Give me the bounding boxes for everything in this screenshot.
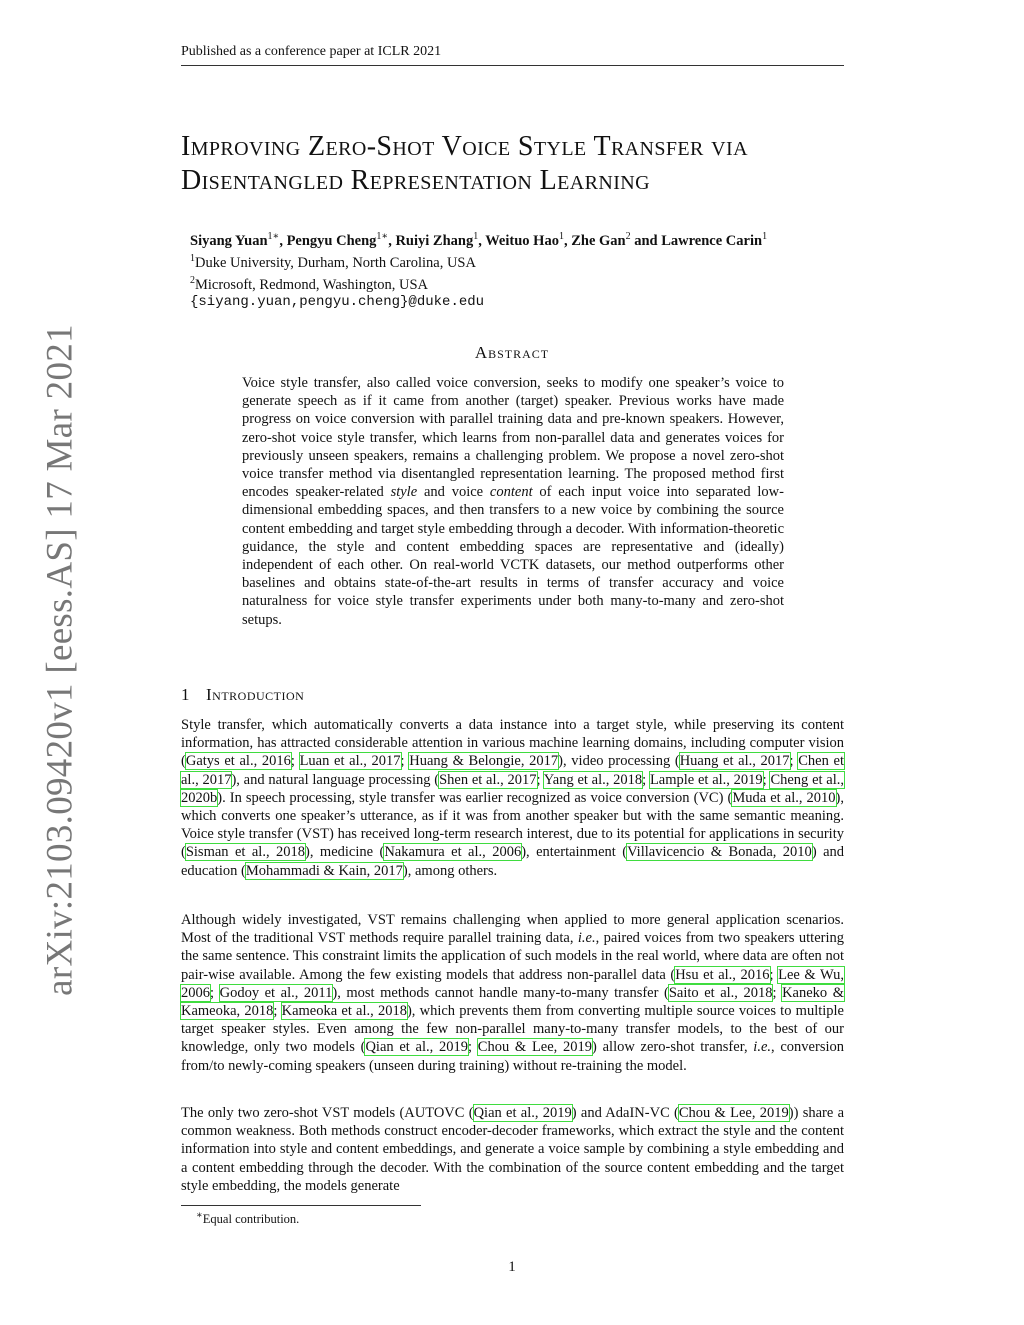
arxiv-sidebar-stamp: arXiv:2103.09420v1 [eess.AS] 17 Mar 2021 bbox=[39, 324, 81, 996]
body-text: ; bbox=[789, 753, 799, 770]
body-text: Although widely investigated, VST remains challenging when applied to more general application scenarios. Most of the traditional VST methods require parallel training data, bbox=[181, 912, 844, 947]
citation-link[interactable]: Lample et al., 2019 bbox=[649, 771, 763, 788]
header-rule bbox=[181, 65, 844, 66]
body-text: ), and natural language processing ( bbox=[231, 771, 440, 788]
body-text: ), which converts one speaker’s utterance, as if it was from another speaker but with the same semantic meaning. Voice style transfer (VST) has received long-term research interest, due to its potential for applications in security ( bbox=[181, 789, 845, 861]
italic-text: i.e. bbox=[577, 930, 596, 947]
title-line-1: Improving Zero-Shot Voice Style Transfer via bbox=[181, 131, 748, 162]
citation-link[interactable]: Qian et al., 2019 bbox=[473, 1105, 572, 1121]
italic-text: i.e. bbox=[753, 1039, 772, 1056]
citation-link[interactable]: Cheng et al., 2020b bbox=[181, 771, 844, 806]
body-text: , paired voices from two speakers uttering the same sentence. This constraint limits the application of such models in the real world, where data are often not pair-wise available. Among the few existing models that address non-parallel data ( bbox=[181, 930, 845, 983]
citation-link[interactable]: Kameoka et al., 2018 bbox=[281, 1003, 407, 1020]
paper-title bbox=[181, 130, 861, 198]
body-text: ), most methods cannot handle many-to-many transfer ( bbox=[332, 984, 669, 1001]
body-text: ; bbox=[762, 771, 771, 788]
body-text: ), among others. bbox=[402, 862, 498, 879]
author-block bbox=[190, 228, 767, 311]
citation-link[interactable]: Chou & Lee, 2019 bbox=[477, 1039, 593, 1056]
author-names: Siyang Yuan$^{1∗}$, Pengyu Cheng$^{1∗}$, Ruiyi Zhang$^1$, Weituo Hao$^1$, Zhe Gan$^2$ and Lawrence Carin$^1$ bbox=[190, 231, 768, 249]
citation-link[interactable]: Muda et al., 2010 bbox=[732, 789, 836, 806]
body-text: )) share a common weakness. Both methods construct encoder-decoder frameworks, which extract the style and the content information into style and content embeddings, and generate a voice sample by combining a style embedding and a content embedding through the decoder. With the combination of the source content embedding and the target style embedding, the models generate bbox=[181, 1105, 845, 1194]
body-text: ) allow zero-shot transfer, bbox=[592, 1039, 754, 1056]
body-text: ). In speech processing, style transfer was earlier recognized as voice conversion (VC) ( bbox=[217, 789, 733, 806]
abstract-text: Voice style transfer, also called voice conversion, seeks to modify one speaker’s voice to generate speech as if it came from another (target) speaker. Previous works have made progress on voice conversion with parallel training data and pre-known speakers. However, zero-shot voice style transfer, which learns from non-parallel data and generates voices for previously unseen speakers, remains a challenging problem. We propose a novel zero-shot voice transfer method via disentangled representation learning. The proposed method first encodes speaker-related style and voice content of each input voice into separated low-dimensional embedding spaces, and then transfers to a new voice by combining the source content embedding and target style embedding through a decoder. With information-theoretic guidance, the style and content embedding spaces are representative and (ideally) independent of each other. On real-world VCTK datasets, our method outperforms other baselines and obtains state-of-the-art results in terms of transfer accuracy and voice naturalness for voice style transfer experiments under both many-to-many and zero-shot setups. bbox=[242, 375, 784, 628]
page-number: 1 bbox=[508, 1259, 516, 1275]
citation-link[interactable]: Sisman et al., 2018 bbox=[185, 844, 306, 861]
body-text: ; bbox=[642, 771, 650, 788]
author-name: Siyang Yuan bbox=[190, 232, 268, 249]
citation-link[interactable]: Chen et al., 2017 bbox=[181, 753, 844, 788]
section-title: Introduction bbox=[206, 685, 305, 704]
author-email: {siyang.yuan,pengyu.cheng}@duke.edu bbox=[190, 294, 485, 311]
body-text: ), video processing ( bbox=[558, 753, 680, 770]
abstract-heading: Abstract bbox=[474, 343, 550, 362]
body-text: ; bbox=[468, 1039, 478, 1056]
author-name: Lawrence Carin bbox=[661, 232, 763, 249]
body-text: ; bbox=[210, 984, 220, 1001]
body-text: ; bbox=[772, 984, 783, 1001]
citation-link[interactable]: Nakamura et al., 2006 bbox=[384, 844, 522, 861]
citation-link[interactable]: Hsu et al., 2016 bbox=[675, 966, 770, 983]
affiliation-1: $^1$Duke University, Durham, North Carolina, USA bbox=[190, 252, 476, 271]
citation-link[interactable]: Mohammadi & Kain, 2017 bbox=[245, 862, 403, 879]
section-heading bbox=[181, 685, 320, 705]
citation-link[interactable]: Luan et al., 2017 bbox=[299, 753, 401, 770]
intro-paragraph-1 bbox=[181, 716, 844, 880]
citation-link[interactable]: Qian et al., 2019 bbox=[365, 1039, 469, 1056]
body-text: ; bbox=[400, 753, 410, 770]
intro-paragraph-2 bbox=[181, 911, 844, 1075]
author-name: Zhe Gan bbox=[571, 232, 626, 249]
citation-link[interactable]: Villavicencio & Bonada, 2010 bbox=[627, 844, 812, 861]
citation-link[interactable]: Shen et al., 2017 bbox=[439, 771, 537, 788]
body-text: ) and education ( bbox=[181, 844, 845, 879]
footnote: ∗Equal contribution. bbox=[196, 1210, 300, 1227]
section-number: 1 bbox=[181, 685, 190, 704]
body-text: ; bbox=[273, 1003, 282, 1020]
citation-link[interactable]: Chou & Lee, 2019 bbox=[678, 1105, 789, 1121]
footnote-rule bbox=[181, 1205, 421, 1206]
affiliation-2: $^2$Microsoft, Redmond, Washington, USA bbox=[190, 274, 428, 293]
intro-paragraph-3 bbox=[181, 1104, 844, 1195]
author-name: Ruiyi Zhang bbox=[395, 232, 474, 249]
body-text: ) and AdaIN-VC ( bbox=[571, 1105, 679, 1121]
body-text: ), medicine ( bbox=[305, 844, 385, 861]
body-text: ; bbox=[290, 753, 300, 770]
author-conjunction: and bbox=[634, 232, 658, 249]
citation-link[interactable]: Yang et al., 2018 bbox=[543, 771, 643, 788]
citation-link[interactable]: Gatys et al., 2016 bbox=[185, 753, 291, 770]
body-text: Style transfer, which automatically converts a data instance into a target style, while preserving its content information, has attracted considerable attention in various machine learning domains, including computer vision ( bbox=[181, 717, 844, 770]
author-name: Pengyu Cheng bbox=[286, 232, 377, 249]
citation-link[interactable]: Saito et al., 2018 bbox=[668, 984, 773, 1001]
body-text: ; bbox=[769, 966, 779, 983]
body-text: ; bbox=[536, 771, 544, 788]
body-text: ), which prevents them from converting multiple source voices to multiple target speaker styles. Even among the few non-parallel many-to-many transfer models, to the best of our knowledge, only two models ( bbox=[181, 1003, 844, 1056]
citation-link[interactable]: Huang & Belongie, 2017 bbox=[409, 753, 559, 770]
author-name: Weituo Hao bbox=[485, 232, 559, 249]
citation-link[interactable]: Huang et al., 2017 bbox=[679, 753, 790, 770]
running-header: Published as a conference paper at ICLR 2021 bbox=[181, 44, 442, 59]
citation-link[interactable]: Lee & Wu, 2006 bbox=[181, 966, 844, 1001]
body-text: The only two zero-shot VST models (AUTOVC ( bbox=[181, 1105, 474, 1121]
citation-link[interactable]: Kaneko & Kameoka, 2018 bbox=[181, 984, 845, 1020]
title-line-2: Disentangled Representation Learning bbox=[181, 165, 650, 196]
body-text: ), entertainment ( bbox=[521, 844, 628, 861]
body-text: , conversion from/to newly-coming speakers (unseen during training) without re-training the model. bbox=[181, 1039, 844, 1074]
citation-link[interactable]: Godoy et al., 2011 bbox=[219, 984, 333, 1001]
